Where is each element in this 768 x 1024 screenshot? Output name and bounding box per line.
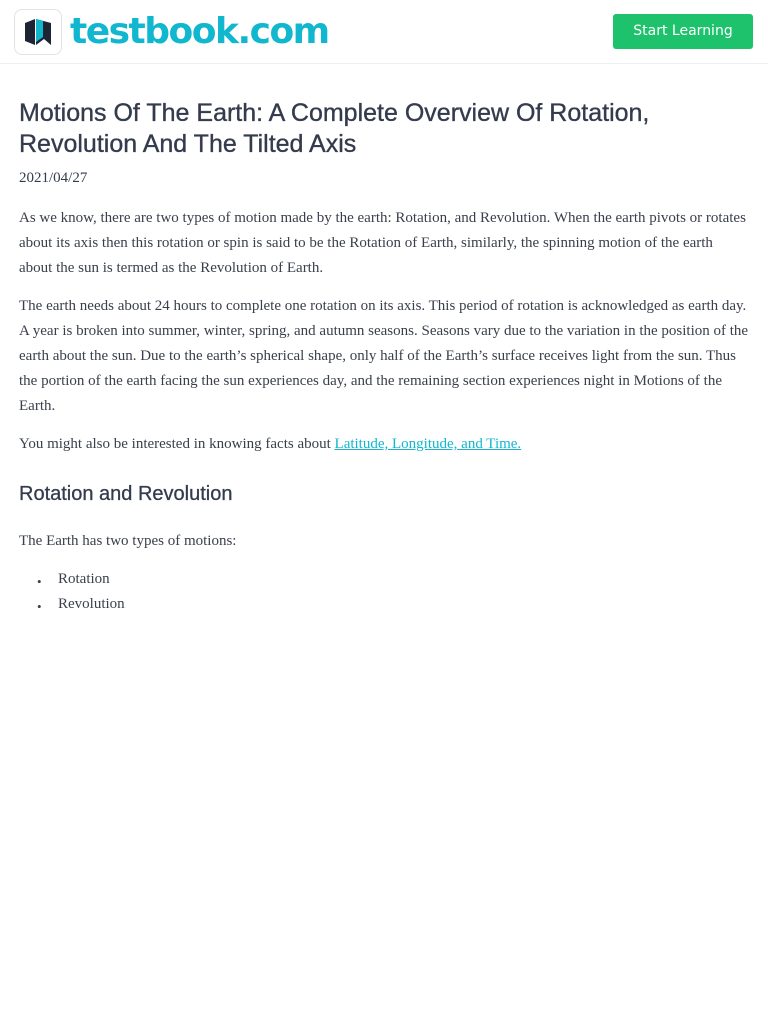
latitude-longitude-link[interactable]: Latitude, Longitude, and Time. [334,436,522,452]
list-item [37,567,749,592]
article-title: Motions Of The Earth: A Complete Overview Of Rotation, Revolution And The Tilted Axis [19,99,650,158]
logo-text: testbook.com [70,11,329,52]
list-item-label: Revolution [58,596,125,612]
paragraph-related [19,432,749,457]
article [19,98,749,617]
paragraph-rotation-period: The earth needs about 24 hours to complete one rotation on its axis. This period of rotation is acknowledged as earth day. A year is broken into summer, winter, spring, and autumn seasons. Seasons vary due to the variation in the position of the earth about the sun. Due to the earth’s spherical shape, only half of the Earth’s surface receives light from the sun. Thus the portion of the earth facing the sun experiences day, and the remaining section experiences night in Motions of the Earth. [19,298,749,414]
motions-list [19,567,749,617]
site-header [0,0,768,64]
list-item [37,592,749,617]
book-icon [14,9,62,55]
bullet-icon: • [37,599,42,614]
article-date: 2021/04/27 [19,170,88,186]
site-logo[interactable] [14,9,329,55]
section-intro: The Earth has two types of motions: [19,533,237,549]
list-item-label: Rotation [58,571,110,587]
section-heading: Rotation and Revolution [19,483,233,505]
start-learning-button[interactable]: Start Learning [613,14,753,49]
paragraph-intro: As we know, there are two types of motion made by the earth: Rotation, and Revolution. When the earth pivots or rotates about its axis then this rotation or spin is said to be the Rotation of Earth, similarly, the spinning motion of the earth about the sun is termed as the Revolution of Earth. [19,210,746,276]
related-prefix: You might also be interested in knowing facts about [19,436,335,452]
bullet-icon: • [37,574,42,589]
